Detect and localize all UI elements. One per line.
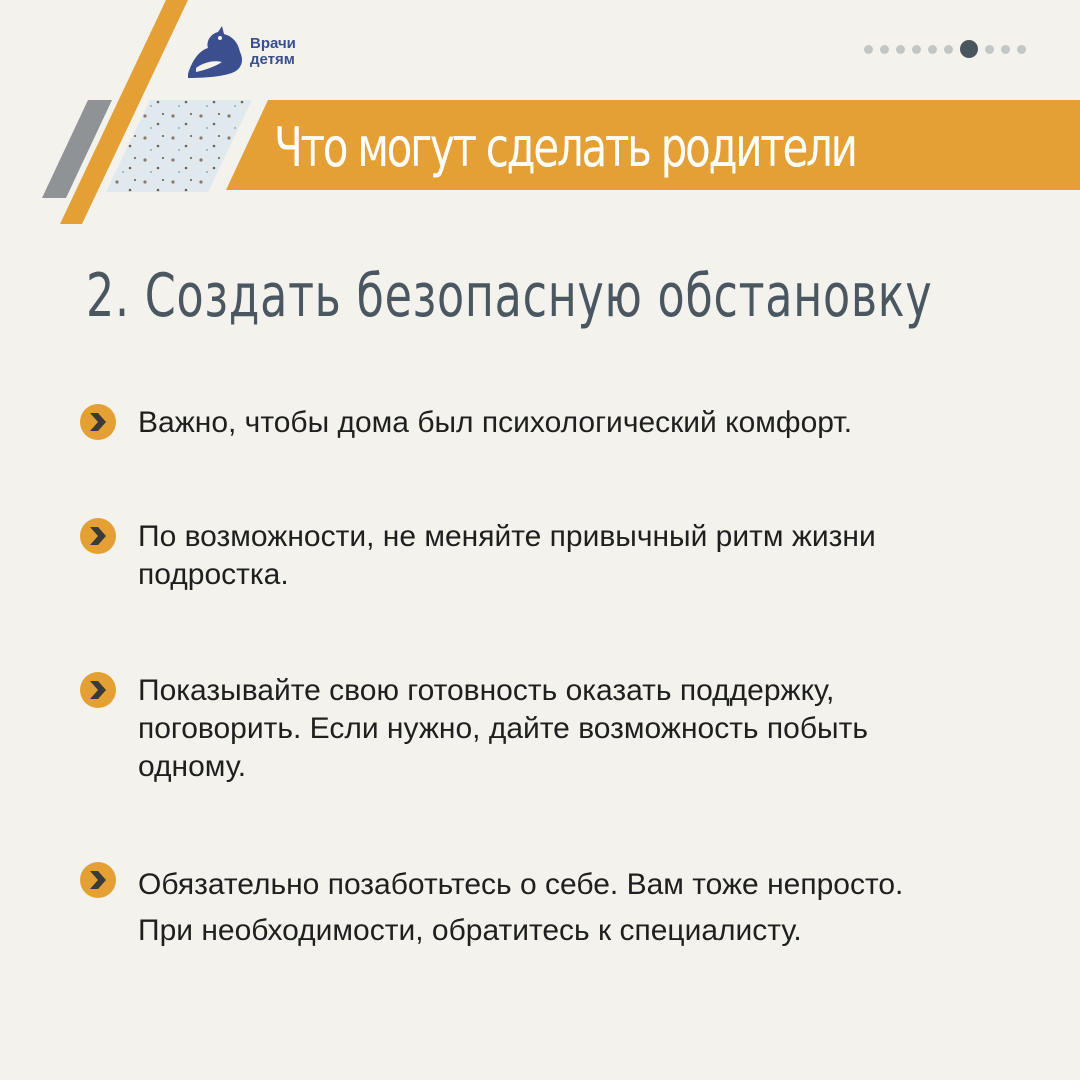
brand-logo[interactable] <box>186 24 306 84</box>
list-item-text <box>138 404 998 442</box>
pager-dot-2[interactable] <box>880 45 889 54</box>
banner-title: Что могут сделать родители <box>274 116 856 179</box>
pager-dot-9[interactable] <box>1001 45 1010 54</box>
section-title: 2. Создать безопасную обстановку <box>86 261 933 331</box>
logo-line-1: Врачи <box>250 35 296 52</box>
pager-dot-6[interactable] <box>944 45 953 54</box>
logo-text <box>250 36 296 68</box>
pager-dot-10[interactable] <box>1017 45 1026 54</box>
list-item-line: подростка. <box>138 558 289 591</box>
chevron-right-icon <box>80 672 116 708</box>
pager-dot-7[interactable] <box>960 40 978 58</box>
list-item-line: поговорить. Если нужно, дайте возможность побыть <box>138 712 868 745</box>
chevron-right-icon <box>80 862 116 898</box>
pager-dot-4[interactable] <box>912 45 921 54</box>
list-item-text <box>138 862 998 954</box>
logo-line-2: детям <box>250 51 295 68</box>
list-item-text <box>138 672 998 786</box>
list-item-line: одному. <box>138 750 247 783</box>
chevron-right-icon <box>80 404 116 440</box>
slide-pager <box>864 40 1026 58</box>
hands-bird-logo-icon <box>186 24 246 82</box>
list-item-line: По возможности, не меняйте привычный ритм жизни <box>138 520 876 553</box>
list-item-line: При необходимости, обратитесь к специалисту. <box>138 914 802 947</box>
pager-dot-1[interactable] <box>864 45 873 54</box>
list-item-text <box>138 518 998 594</box>
list-item-line: Показывайте свою готовность оказать поддержку, <box>138 674 835 707</box>
pager-dot-3[interactable] <box>896 45 905 54</box>
list-item-line: Обязательно позаботьтесь о себе. Вам тоже непросто. <box>138 868 904 901</box>
pager-dot-5[interactable] <box>928 45 937 54</box>
list-item-line: Важно, чтобы дома был психологический комфорт. <box>138 406 853 439</box>
chevron-right-icon <box>80 518 116 554</box>
pager-dot-8[interactable] <box>985 45 994 54</box>
